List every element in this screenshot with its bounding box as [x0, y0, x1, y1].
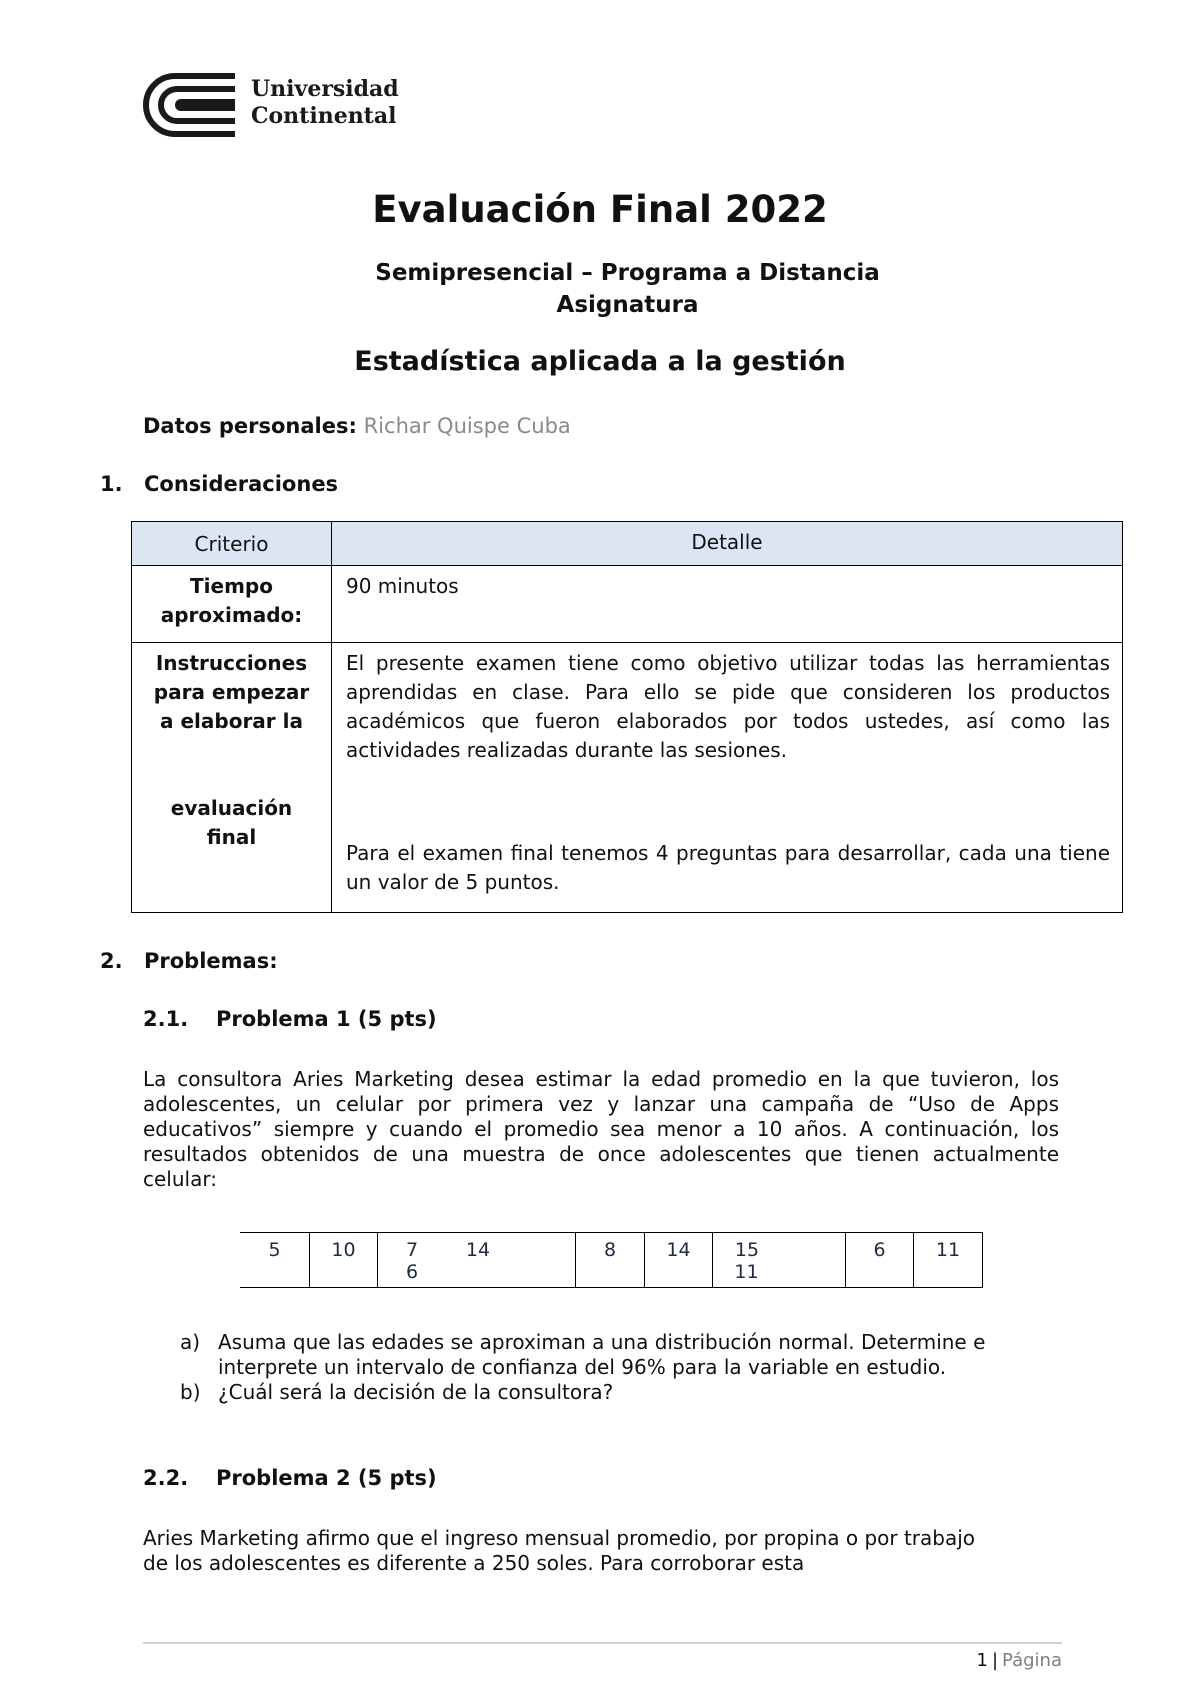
header-detalle: Detalle — [332, 522, 1123, 566]
criterion-instructions — [132, 643, 332, 913]
data-cell — [240, 1233, 310, 1288]
list-marker: a) — [180, 1330, 201, 1354]
data-value: 11 — [734, 1261, 759, 1283]
data-cell — [713, 1233, 846, 1288]
data-value: 14 — [465, 1239, 491, 1261]
problem-title: Problema 2 (5 pts) — [216, 1466, 437, 1490]
page-footer — [0, 1650, 1062, 1671]
data-cell — [310, 1233, 378, 1288]
criterion-instructions-line2: para empezar — [153, 680, 310, 704]
section-number: 2. — [100, 949, 123, 973]
section-number: 1. — [100, 472, 123, 496]
list-item — [180, 1330, 1060, 1380]
subtitle-subject-label: Asignatura — [556, 292, 699, 318]
table-row — [132, 643, 1123, 913]
detail-instructions-p1: El presente examen tiene como objetivo utilizar todas las herramientas aprendidas en clase. Para ello se pide que consideren los productos académicos que fueron elaborados por todos ustedes, así como las actividades realizadas durante las sesiones. — [346, 651, 1110, 762]
problem-number: 2.2. — [143, 1466, 189, 1490]
data-value: 6 — [405, 1261, 419, 1283]
sample-data-table — [240, 1232, 983, 1288]
problem1-heading — [143, 1007, 437, 1031]
problem1-text: La consultora Aries Marketing desea estimar la edad promedio en la que tuvieron, los adolescentes, un celular por primera vez y lanzar una campaña de “Uso de Apps educativos” siempre y cuando el promedio sea menor a 10 años. A continuación, los resultados obtenidos de una muestra de once adolescentes que tienen actualmente celular: — [143, 1067, 1059, 1191]
personal-data-label: Datos personales: — [143, 414, 357, 438]
logo-text — [251, 76, 399, 130]
student-name: Richar Quispe Cuba — [363, 414, 571, 438]
data-value: 15 — [734, 1239, 760, 1261]
problem2-heading — [143, 1466, 437, 1490]
data-value: 8 — [603, 1239, 617, 1261]
question-a: Asuma que las edades se aproximan a una distribución normal. Determine e interprete un intervalo de confianza del 96% para la variable en estudio. — [218, 1330, 986, 1379]
considerations-table — [131, 521, 1123, 913]
logo-line-1: Universidad — [251, 76, 399, 102]
question-b: ¿Cuál será la decisión de la consultora? — [218, 1380, 614, 1404]
data-cell — [576, 1233, 645, 1288]
criterion-instructions-line3: a elaborar la — [160, 709, 303, 733]
data-value: 6 — [873, 1239, 886, 1261]
logo-line-2: Continental — [251, 103, 397, 129]
course-name: Estadística aplicada a la gestión — [354, 346, 846, 377]
document-title: Evaluación Final 2022 — [372, 188, 828, 231]
university-logo — [143, 70, 243, 140]
criterion-instructions-line5: final — [206, 825, 257, 849]
problem1-questions — [180, 1330, 1060, 1405]
section-title: Problemas: — [144, 949, 278, 973]
section-considerations-heading — [100, 472, 338, 496]
criterion-time — [132, 566, 332, 643]
footer-divider — [143, 1642, 1062, 1644]
problem-number: 2.1. — [143, 1007, 189, 1031]
list-item — [180, 1380, 1060, 1405]
data-value: 7 — [405, 1239, 419, 1261]
problem2-text: Aries Marketing afirmo que el ingreso mensual promedio, por propina o por trabajo de los adolescentes es diferente a 250 soles. Para corroborar esta — [143, 1526, 976, 1575]
page-label: Página — [1002, 1650, 1062, 1671]
section-problems-heading — [100, 949, 278, 973]
criterion-time-line1: Tiempo — [190, 574, 273, 598]
page-number: 1 — [976, 1650, 988, 1671]
list-marker: b) — [180, 1380, 201, 1404]
data-cell — [914, 1233, 983, 1288]
subtitle-modality: Semipresencial – Programa a Distancia — [375, 260, 880, 286]
criterion-time-line2: aproximado: — [160, 603, 303, 627]
detail-time: 90 minutos — [332, 566, 1123, 643]
footer-separator: | — [991, 1650, 999, 1671]
criterion-instructions-line1: Instrucciones — [155, 651, 308, 675]
data-cell — [645, 1233, 713, 1288]
data-cell — [846, 1233, 914, 1288]
data-value: 11 — [935, 1239, 961, 1261]
data-value: 10 — [331, 1239, 356, 1261]
header-criterio: Criterio — [132, 522, 332, 566]
data-value: 14 — [666, 1239, 691, 1261]
data-cell — [378, 1233, 576, 1288]
table-row — [240, 1233, 983, 1288]
problem-title: Problema 1 (5 pts) — [216, 1007, 437, 1031]
criterion-instructions-line4: evaluación — [170, 796, 293, 820]
data-value: 5 — [268, 1239, 281, 1261]
detail-instructions-p2: Para el examen final tenemos 4 preguntas para desarrollar, cada una tiene un valor de 5 puntos. — [346, 841, 1110, 894]
detail-instructions — [332, 643, 1123, 913]
section-title: Consideraciones — [144, 472, 339, 496]
table-row — [132, 566, 1123, 643]
table-header-row — [132, 522, 1123, 566]
personal-data — [143, 414, 571, 438]
